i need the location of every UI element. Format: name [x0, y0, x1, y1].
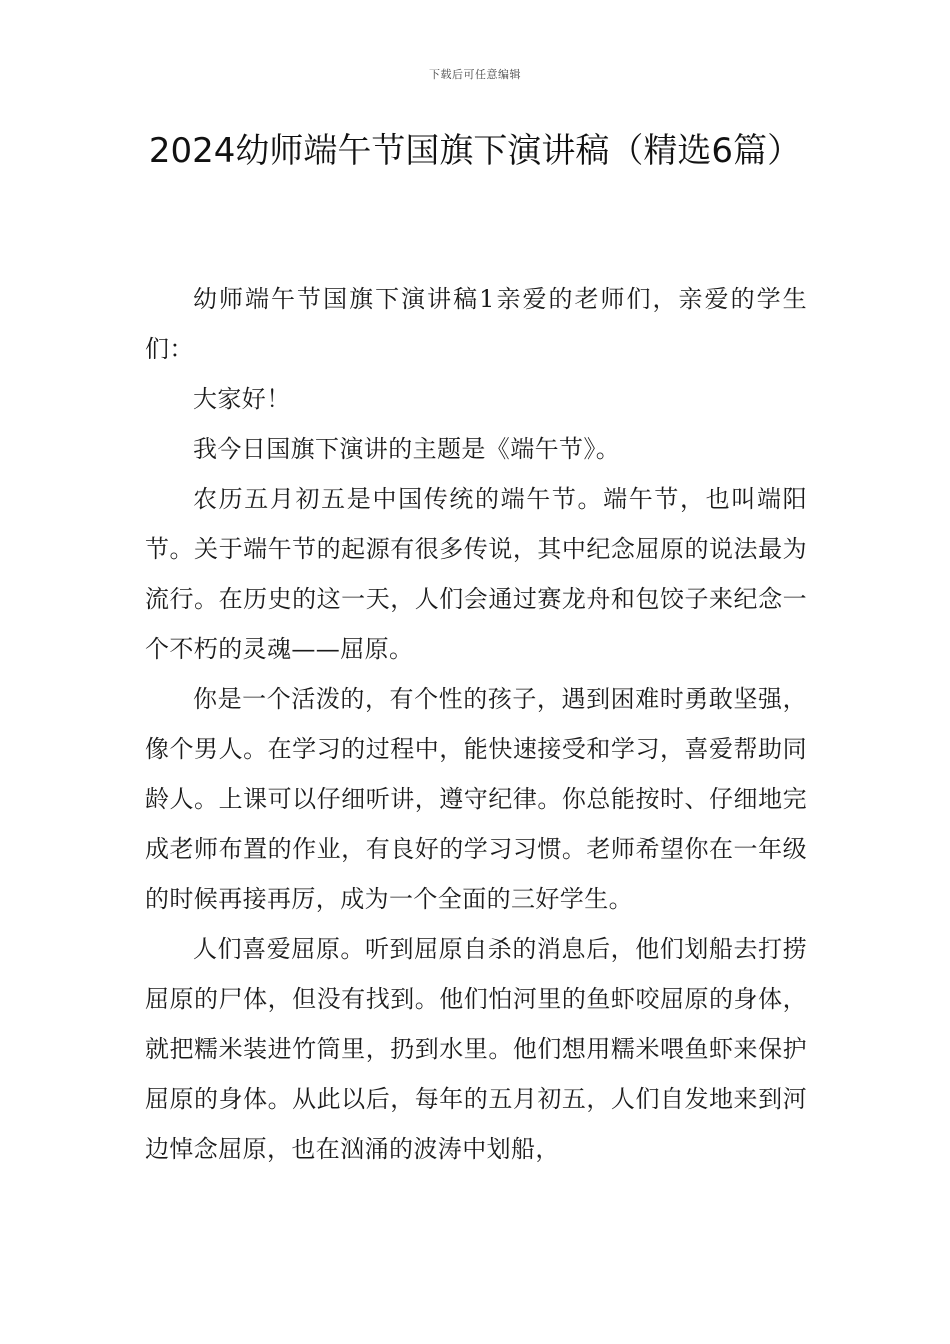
paragraph-topic: 我今日国旗下演讲的主题是《端午节》。	[193, 435, 621, 463]
document-body	[145, 274, 807, 1174]
paragraph-hello: 大家好！	[193, 385, 291, 413]
document-title: 2024幼师端午节国旗下演讲稿（精选6篇）	[148, 131, 802, 171]
header-note: 下载后可任意编辑	[429, 68, 521, 81]
paragraph-child: 你是一个活泼的，有个性的孩子，遇到困难时勇敢坚强，像个男人。在学习的过程中，能快速接受和学习，喜爱帮助同龄人。上课可以仔细听讲，遵守纪律。你总能按时、仔细地完成老师布置的作业，有良好的学习习惯。老师希望你在一年级的时候再接再厉，成为一个全面的三好学生。	[145, 685, 807, 913]
paragraph-quyuan: 人们喜爱屈原。听到屈原自杀的消息后，他们划船去打捞屈原的尸体，但没有找到。他们怕河里的鱼虾咬屈原的身体，就把糯米装进竹筒里，扔到水里。他们想用糯米喂鱼虾来保护屈原的身体。从此以后，每年的五月初五，人们自发地来到河边悼念屈原，也在汹涌的波涛中划船，	[145, 935, 807, 1163]
paragraph-greeting: 幼师端午节国旗下演讲稿1亲爱的老师们，亲爱的学生们：	[145, 285, 807, 363]
paragraph-origin: 农历五月初五是中国传统的端午节。端午节，也叫端阳节。关于端午节的起源有很多传说，其中纪念屈原的说法最为流行。在历史的这一天，人们会通过赛龙舟和包饺子来纪念一个不朽的灵魂——屈原。	[145, 485, 807, 663]
